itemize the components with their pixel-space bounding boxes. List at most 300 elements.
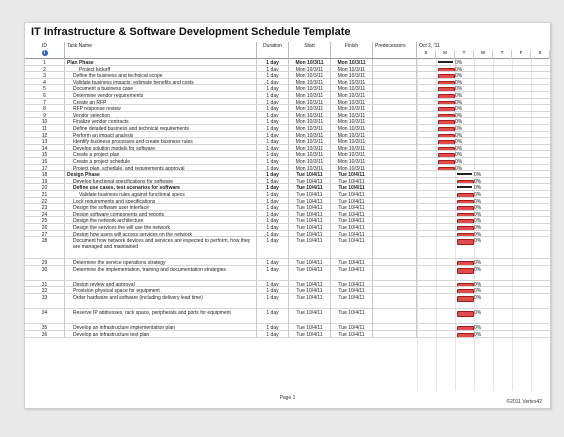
task-predecessors[interactable]	[373, 287, 417, 294]
task-start[interactable]: Mon 10/3/11	[289, 145, 331, 152]
task-percent-complete: 0%	[474, 295, 482, 301]
task-predecessors[interactable]	[373, 266, 417, 281]
task-predecessors[interactable]	[373, 165, 417, 172]
task-predecessors[interactable]	[373, 158, 417, 165]
task-duration[interactable]: 1 day	[257, 217, 289, 224]
table-row[interactable]	[25, 59, 550, 66]
task-finish[interactable]: Tue 10/4/11	[331, 178, 373, 185]
task-predecessors[interactable]	[373, 151, 417, 158]
task-name[interactable]: Design software components and reports	[65, 211, 257, 218]
task-duration[interactable]: 1 day	[257, 72, 289, 79]
table-row[interactable]	[25, 217, 550, 224]
task-id[interactable]: 34	[25, 309, 65, 324]
task-duration[interactable]: 1 day	[257, 281, 289, 288]
task-start[interactable]: Mon 10/3/11	[289, 112, 331, 119]
task-duration[interactable]: 1 day	[257, 99, 289, 106]
table-row[interactable]	[25, 85, 550, 92]
task-start[interactable]: Tue 10/4/11	[289, 266, 331, 281]
table-row[interactable]	[25, 171, 550, 178]
header-task-name[interactable]: Task Name	[65, 42, 257, 59]
task-start[interactable]: Tue 10/4/11	[289, 237, 331, 259]
task-percent-complete: 0%	[455, 119, 463, 125]
task-duration[interactable]: 1 day	[257, 211, 289, 218]
summary-bar[interactable]	[438, 61, 453, 63]
table-row[interactable]	[25, 118, 550, 125]
task-finish[interactable]: Tue 10/4/11	[331, 171, 373, 178]
task-id[interactable]: 25	[25, 217, 65, 224]
task-name[interactable]: Document how network devices and services are expected to perform, how they are managed and maintained	[65, 237, 257, 259]
task-finish[interactable]: Tue 10/4/11	[331, 266, 373, 281]
task-finish[interactable]: Tue 10/4/11	[331, 287, 373, 294]
task-duration[interactable]: 1 day	[257, 105, 289, 112]
task-start[interactable]: Tue 10/4/11	[289, 224, 331, 231]
task-predecessors[interactable]	[373, 259, 417, 266]
table-row[interactable]	[25, 309, 550, 324]
task-finish[interactable]: Mon 10/3/11	[331, 99, 373, 106]
table-row[interactable]	[25, 125, 550, 132]
task-name[interactable]: Document a business case	[65, 85, 257, 92]
task-duration[interactable]: 1 day	[257, 204, 289, 211]
task-start[interactable]: Tue 10/4/11	[289, 178, 331, 185]
info-icon: i	[42, 50, 48, 56]
task-predecessors[interactable]	[373, 85, 417, 92]
task-id[interactable]: 4	[25, 79, 65, 86]
task-id[interactable]: 15	[25, 151, 65, 158]
task-finish[interactable]: Mon 10/3/11	[331, 158, 373, 165]
task-duration[interactable]: 1 day	[257, 224, 289, 231]
task-name[interactable]: RFP response review	[65, 105, 257, 112]
task-id[interactable]: 12	[25, 132, 65, 139]
task-bar[interactable]	[457, 296, 474, 302]
task-name[interactable]: Develop functional specifications for software	[65, 178, 257, 185]
task-finish[interactable]: Tue 10/4/11	[331, 198, 373, 205]
task-predecessors[interactable]	[373, 59, 417, 66]
task-name[interactable]: Lock requirements and specifications	[65, 198, 257, 205]
task-percent-complete: 0%	[455, 126, 463, 132]
task-duration[interactable]: 1 day	[257, 178, 289, 185]
table-row[interactable]	[25, 132, 550, 139]
task-start[interactable]: Tue 10/4/11	[289, 259, 331, 266]
table-row[interactable]	[25, 145, 550, 152]
task-duration[interactable]: 1 day	[257, 171, 289, 178]
task-predecessors[interactable]	[373, 224, 417, 231]
task-id[interactable]: 16	[25, 158, 65, 165]
task-predecessors[interactable]	[373, 138, 417, 145]
task-name[interactable]: Provision physical space for equipment	[65, 287, 257, 294]
task-id[interactable]: 10	[25, 118, 65, 125]
task-start[interactable]: Mon 10/3/11	[289, 151, 331, 158]
task-gantt-cell	[417, 178, 550, 185]
task-finish[interactable]: Mon 10/3/11	[331, 85, 373, 92]
task-name[interactable]: Vendor selection	[65, 112, 257, 119]
task-duration[interactable]: 1 day	[257, 184, 289, 191]
task-name[interactable]: Create an RFP	[65, 99, 257, 106]
task-name[interactable]: Design the software user interface	[65, 204, 257, 211]
task-predecessors[interactable]	[373, 125, 417, 132]
task-name[interactable]: Reserve IP addresses, rack space, peripherals and ports for equipment	[65, 309, 257, 324]
task-id[interactable]: 18	[25, 171, 65, 178]
footer-page-number: Page 1	[279, 395, 296, 401]
task-id[interactable]: 33	[25, 294, 65, 309]
task-start[interactable]: Mon 10/3/11	[289, 165, 331, 172]
task-predecessors[interactable]	[373, 198, 417, 205]
timescale-day: T	[493, 50, 512, 59]
task-name[interactable]: Design Phase	[65, 171, 257, 178]
task-gantt-cell	[417, 132, 550, 139]
task-gantt-cell	[417, 66, 550, 73]
table-row[interactable]	[25, 231, 550, 238]
task-finish[interactable]: Mon 10/3/11	[331, 132, 373, 139]
task-duration[interactable]: 1 day	[257, 132, 289, 139]
task-name[interactable]: Define the business and technical scope	[65, 72, 257, 79]
task-name[interactable]: Develop solution models for software	[65, 145, 257, 152]
task-duration[interactable]: 1 day	[257, 85, 289, 92]
task-duration[interactable]: 1 day	[257, 158, 289, 165]
task-predecessors[interactable]	[373, 99, 417, 106]
table-row[interactable]	[25, 92, 550, 99]
task-predecessors[interactable]	[373, 66, 417, 73]
task-duration[interactable]: 1 day	[257, 231, 289, 238]
task-duration[interactable]: 1 day	[257, 259, 289, 266]
table-row[interactable]	[25, 287, 550, 294]
table-row[interactable]	[25, 198, 550, 205]
task-finish[interactable]: Mon 10/3/11	[331, 145, 373, 152]
task-finish[interactable]: Mon 10/3/11	[331, 165, 373, 172]
table-row[interactable]	[25, 191, 550, 198]
task-id[interactable]: 6	[25, 92, 65, 99]
table-row[interactable]	[25, 151, 550, 158]
task-start[interactable]: Mon 10/3/11	[289, 66, 331, 73]
task-name[interactable]: Project plan, schedule, and requirements approval	[65, 165, 257, 172]
task-id[interactable]: 5	[25, 85, 65, 92]
task-predecessors[interactable]	[373, 237, 417, 259]
task-start[interactable]: Mon 10/3/11	[289, 92, 331, 99]
task-id[interactable]: 27	[25, 231, 65, 238]
task-finish[interactable]: Mon 10/3/11	[331, 125, 373, 132]
task-predecessors[interactable]	[373, 145, 417, 152]
task-name[interactable]: Define use cases, test scenarios for software	[65, 184, 257, 191]
page-title: IT Infrastructure & Software Development Schedule Template	[31, 26, 351, 38]
task-name[interactable]: Determine the service operations strategy	[65, 259, 257, 266]
task-percent-complete: 0%	[474, 211, 482, 218]
task-predecessors[interactable]	[373, 191, 417, 198]
task-duration[interactable]: 1 day	[257, 145, 289, 152]
header-finish[interactable]: Finish	[331, 42, 373, 59]
task-duration[interactable]: 1 day	[257, 324, 289, 331]
table-row[interactable]	[25, 294, 550, 309]
task-predecessors[interactable]	[373, 281, 417, 288]
task-start[interactable]: Mon 10/3/11	[289, 99, 331, 106]
task-start[interactable]: Tue 10/4/11	[289, 294, 331, 309]
task-duration[interactable]: 1 day	[257, 165, 289, 172]
task-start[interactable]: Tue 10/4/11	[289, 231, 331, 238]
task-percent-complete: 0%	[474, 288, 482, 294]
header-duration[interactable]: Duration	[257, 42, 289, 59]
task-predecessors[interactable]	[373, 324, 417, 331]
task-finish[interactable]: Tue 10/4/11	[331, 191, 373, 198]
task-name[interactable]: Develop an infrastructure test plan	[65, 331, 257, 338]
summary-bar[interactable]	[457, 186, 472, 188]
task-gantt-cell	[417, 198, 550, 205]
task-start[interactable]: Tue 10/4/11	[289, 309, 331, 324]
task-finish[interactable]: Tue 10/4/11	[331, 237, 373, 259]
task-name[interactable]: Validate business impacts, estimate benefits and costs	[65, 79, 257, 86]
task-predecessors[interactable]	[373, 178, 417, 185]
table-row[interactable]	[25, 224, 550, 231]
task-finish[interactable]: Tue 10/4/11	[331, 184, 373, 191]
schedule-sheet	[24, 22, 551, 409]
task-name[interactable]: Develop an infrastructure implementation plan	[65, 324, 257, 331]
task-finish[interactable]: Mon 10/3/11	[331, 79, 373, 86]
task-id[interactable]: 21	[25, 191, 65, 198]
timescale-day: M	[436, 50, 455, 59]
task-predecessors[interactable]	[373, 112, 417, 119]
task-predecessors[interactable]	[373, 204, 417, 211]
task-finish[interactable]: Mon 10/3/11	[331, 92, 373, 99]
task-id[interactable]: 14	[25, 145, 65, 152]
table-row[interactable]	[25, 72, 550, 79]
task-duration[interactable]: 1 day	[257, 266, 289, 281]
task-duration[interactable]: 1 day	[257, 237, 289, 259]
task-start[interactable]: Mon 10/3/11	[289, 158, 331, 165]
task-start[interactable]: Tue 10/4/11	[289, 331, 331, 338]
task-predecessors[interactable]	[373, 72, 417, 79]
task-start[interactable]: Mon 10/3/11	[289, 105, 331, 112]
task-gantt-cell	[417, 266, 550, 281]
task-finish[interactable]: Tue 10/4/11	[331, 331, 373, 338]
task-id[interactable]: 11	[25, 125, 65, 132]
task-id[interactable]: 29	[25, 259, 65, 266]
task-name[interactable]: Design the network architecture	[65, 217, 257, 224]
task-id[interactable]: 24	[25, 211, 65, 218]
task-finish[interactable]: Tue 10/4/11	[331, 259, 373, 266]
task-predecessors[interactable]	[373, 132, 417, 139]
task-duration[interactable]: 1 day	[257, 125, 289, 132]
task-bar[interactable]	[457, 333, 474, 338]
task-finish[interactable]: Mon 10/3/11	[331, 105, 373, 112]
task-id[interactable]: 22	[25, 198, 65, 205]
task-duration[interactable]: 1 day	[257, 294, 289, 309]
task-gantt-cell	[417, 294, 550, 309]
task-id[interactable]: 8	[25, 105, 65, 112]
table-row[interactable]	[25, 138, 550, 145]
task-name[interactable]: Create a project plan	[65, 151, 257, 158]
header-predecessors[interactable]: Predecessors	[373, 42, 417, 59]
task-duration[interactable]: 1 day	[257, 331, 289, 338]
task-gantt-cell	[417, 191, 550, 198]
task-id[interactable]: 35	[25, 324, 65, 331]
task-duration[interactable]: 1 day	[257, 309, 289, 324]
task-predecessors[interactable]	[373, 92, 417, 99]
task-start[interactable]: Tue 10/4/11	[289, 204, 331, 211]
task-name[interactable]: Define detailed business and technical requirements	[65, 125, 257, 132]
task-start[interactable]: Tue 10/4/11	[289, 184, 331, 191]
task-start[interactable]: Mon 10/3/11	[289, 118, 331, 125]
task-name[interactable]: Determine the implementation, training and documentation strategies	[65, 266, 257, 281]
task-predecessors[interactable]	[373, 118, 417, 125]
task-id[interactable]: 3	[25, 72, 65, 79]
task-start[interactable]: Mon 10/3/11	[289, 132, 331, 139]
task-finish[interactable]: Tue 10/4/11	[331, 309, 373, 324]
task-duration[interactable]: 1 day	[257, 198, 289, 205]
task-duration[interactable]: 1 day	[257, 151, 289, 158]
task-predecessors[interactable]	[373, 171, 417, 178]
task-id[interactable]: 7	[25, 99, 65, 106]
task-finish[interactable]: Tue 10/4/11	[331, 217, 373, 224]
table-row[interactable]	[25, 259, 550, 266]
table-row[interactable]	[25, 324, 550, 331]
task-name[interactable]: Design review and approval	[65, 281, 257, 288]
task-duration[interactable]: 1 day	[257, 112, 289, 119]
task-name[interactable]: Design the services the will use the network	[65, 224, 257, 231]
task-predecessors[interactable]	[373, 309, 417, 324]
task-id[interactable]: 30	[25, 266, 65, 281]
task-duration[interactable]: 1 day	[257, 79, 289, 86]
table-row[interactable]	[25, 112, 550, 119]
task-gantt-cell	[417, 224, 550, 231]
task-predecessors[interactable]	[373, 105, 417, 112]
task-gantt-cell	[417, 99, 550, 106]
task-finish[interactable]: Mon 10/3/11	[331, 118, 373, 125]
task-name[interactable]: Perform an impact analysis	[65, 132, 257, 139]
task-percent-complete: 0%	[455, 145, 463, 152]
task-name[interactable]: Design how users will access services on the network	[65, 231, 257, 238]
task-finish[interactable]: Tue 10/4/11	[331, 324, 373, 331]
task-id[interactable]: 36	[25, 331, 65, 338]
task-gantt-cell	[417, 259, 550, 266]
task-id[interactable]: 31	[25, 281, 65, 288]
task-start[interactable]: Mon 10/3/11	[289, 85, 331, 92]
task-name[interactable]: Validate business rules against functional specs	[65, 191, 257, 198]
task-name[interactable]: Create a project schedule	[65, 158, 257, 165]
task-finish[interactable]: Tue 10/4/11	[331, 224, 373, 231]
task-gantt-cell	[417, 138, 550, 145]
task-predecessors[interactable]	[373, 231, 417, 238]
task-start[interactable]: Tue 10/4/11	[289, 324, 331, 331]
task-predecessors[interactable]	[373, 294, 417, 309]
task-start[interactable]: Tue 10/4/11	[289, 217, 331, 224]
table-row[interactable]	[25, 105, 550, 112]
task-predecessors[interactable]	[373, 79, 417, 86]
task-percent-complete: 0%	[455, 112, 463, 119]
task-duration[interactable]: 1 day	[257, 92, 289, 99]
task-id[interactable]: 32	[25, 287, 65, 294]
task-id[interactable]: 13	[25, 138, 65, 145]
task-name[interactable]: Identify business processes and create business rules	[65, 138, 257, 145]
task-start[interactable]: Tue 10/4/11	[289, 211, 331, 218]
task-gantt-cell	[417, 165, 550, 172]
table-row[interactable]	[25, 165, 550, 172]
table-row[interactable]	[25, 66, 550, 73]
task-start[interactable]: Tue 10/4/11	[289, 281, 331, 288]
task-id[interactable]: 23	[25, 204, 65, 211]
task-name[interactable]: Plan Phase	[65, 59, 257, 66]
task-duration[interactable]: 1 day	[257, 118, 289, 125]
task-start[interactable]: Tue 10/4/11	[289, 198, 331, 205]
task-start[interactable]: Mon 10/3/11	[289, 125, 331, 132]
task-name[interactable]: Finalize vendor contracts	[65, 118, 257, 125]
task-start[interactable]: Mon 10/3/11	[289, 59, 331, 66]
task-start[interactable]: Mon 10/3/11	[289, 79, 331, 86]
task-gantt-cell	[417, 171, 550, 178]
task-gantt-cell	[417, 324, 550, 331]
task-finish[interactable]: Mon 10/3/11	[331, 66, 373, 73]
task-bar[interactable]	[457, 239, 474, 245]
task-predecessors[interactable]	[373, 184, 417, 191]
table-row[interactable]	[25, 281, 550, 288]
task-percent-complete: 0%	[474, 192, 482, 198]
task-predecessors[interactable]	[373, 331, 417, 338]
task-duration[interactable]: 1 day	[257, 59, 289, 66]
task-duration[interactable]: 1 day	[257, 191, 289, 198]
task-finish[interactable]: Tue 10/4/11	[331, 204, 373, 211]
task-duration[interactable]: 1 day	[257, 138, 289, 145]
table-row[interactable]	[25, 237, 550, 259]
table-row[interactable]	[25, 79, 550, 86]
task-id[interactable]: 20	[25, 184, 65, 191]
task-percent-complete: 0%	[474, 178, 482, 185]
table-row[interactable]	[25, 211, 550, 218]
table-row[interactable]	[25, 204, 550, 211]
table-row[interactable]	[25, 331, 550, 338]
task-duration[interactable]: 1 day	[257, 66, 289, 73]
task-finish[interactable]: Mon 10/3/11	[331, 151, 373, 158]
task-start[interactable]: Tue 10/4/11	[289, 191, 331, 198]
summary-bar[interactable]	[457, 173, 472, 175]
task-predecessors[interactable]	[373, 211, 417, 218]
task-start[interactable]: Tue 10/4/11	[289, 287, 331, 294]
task-id[interactable]: 1	[25, 59, 65, 66]
table-row[interactable]	[25, 184, 550, 191]
task-finish[interactable]: Tue 10/4/11	[331, 211, 373, 218]
task-id[interactable]: 9	[25, 112, 65, 119]
task-start[interactable]: Mon 10/3/11	[289, 72, 331, 79]
task-finish[interactable]: Mon 10/3/11	[331, 112, 373, 119]
task-id[interactable]: 26	[25, 224, 65, 231]
task-finish[interactable]: Mon 10/3/11	[331, 72, 373, 79]
task-bar[interactable]	[457, 268, 474, 274]
header-start[interactable]: Start	[289, 42, 331, 59]
task-name[interactable]: Project kickoff	[65, 66, 257, 73]
task-finish[interactable]: Mon 10/3/11	[331, 138, 373, 145]
task-id[interactable]: 2	[25, 66, 65, 73]
task-start[interactable]: Tue 10/4/11	[289, 171, 331, 178]
task-bar[interactable]	[457, 311, 474, 317]
task-start[interactable]: Mon 10/3/11	[289, 138, 331, 145]
table-row[interactable]	[25, 266, 550, 281]
task-finish[interactable]: Tue 10/4/11	[331, 231, 373, 238]
task-gantt-cell	[417, 112, 550, 119]
table-row[interactable]	[25, 99, 550, 106]
task-duration[interactable]: 1 day	[257, 287, 289, 294]
header-id-label: ID	[42, 43, 47, 49]
task-name[interactable]: Determine vendor requirements	[65, 92, 257, 99]
table-row[interactable]	[25, 178, 550, 185]
task-percent-complete: 0%	[455, 73, 463, 79]
task-percent-complete: 0%	[474, 325, 482, 331]
task-percent-complete: 0%	[455, 139, 463, 145]
timescale-day: S	[417, 50, 436, 59]
task-id[interactable]: 17	[25, 165, 65, 172]
task-finish[interactable]: Mon 10/3/11	[331, 59, 373, 66]
task-finish[interactable]: Tue 10/4/11	[331, 281, 373, 288]
task-predecessors[interactable]	[373, 217, 417, 224]
task-id[interactable]: 19	[25, 178, 65, 185]
task-id[interactable]: 28	[25, 237, 65, 259]
task-finish[interactable]: Tue 10/4/11	[331, 294, 373, 309]
task-name[interactable]: Order hardware and software (including delivery lead time)	[65, 294, 257, 309]
table-row[interactable]	[25, 158, 550, 165]
